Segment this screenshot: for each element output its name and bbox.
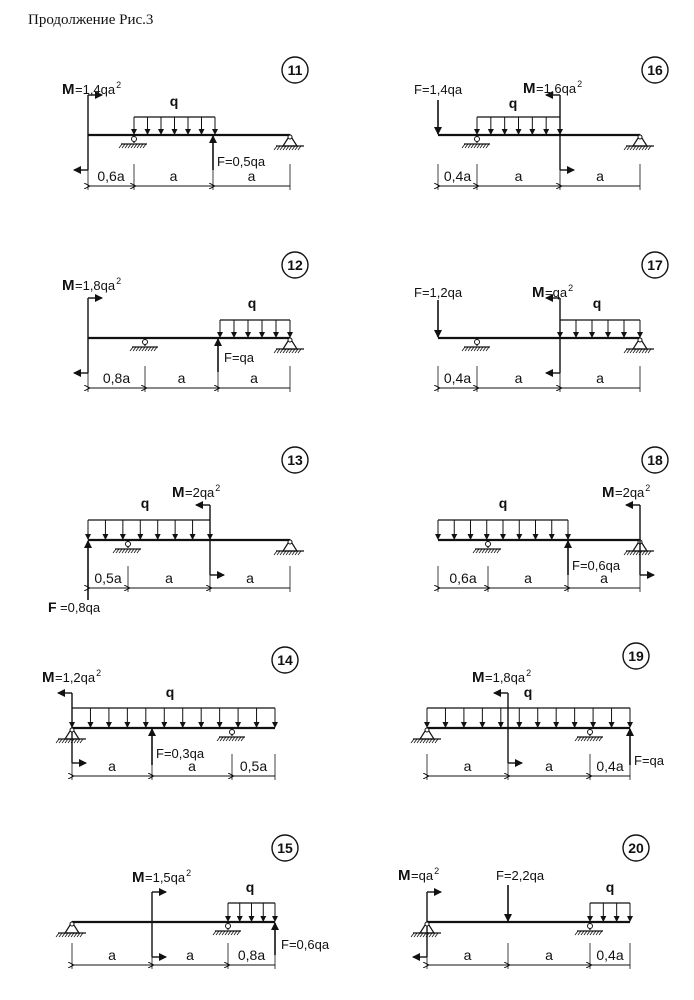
diagram-14	[42, 647, 298, 780]
moment-symbol: M	[602, 484, 615, 501]
moment-symbol: M	[172, 484, 185, 501]
force-label: F=0,6qa	[572, 558, 621, 573]
moment-value: =2qa	[185, 485, 215, 500]
diagram-19	[411, 643, 665, 780]
ground-hatch	[128, 144, 131, 148]
moment-symbol: M	[132, 869, 145, 886]
hinge	[638, 338, 642, 342]
force-symbol: F	[48, 599, 57, 615]
moment-value: =1,8qa	[75, 278, 116, 293]
diagram-number: 19	[628, 648, 644, 664]
force-label: F=1,2qa	[414, 285, 463, 300]
dimension-label: 0,4a	[596, 947, 624, 963]
ground-hatch	[134, 144, 137, 148]
dimension-label: a	[596, 370, 604, 386]
diagram-number: 16	[647, 62, 663, 78]
exponent: 2	[116, 276, 122, 286]
figure-caption: Продолжение Рис.3	[28, 12, 154, 28]
ground-hatch	[56, 739, 59, 743]
exponent: 2	[568, 283, 574, 293]
diagram-18	[438, 447, 668, 592]
diagram-11	[62, 57, 308, 190]
dimension-label: a	[463, 947, 472, 963]
dimension-label: a	[596, 168, 604, 184]
ground-hatch	[627, 146, 630, 150]
ground-hatch	[575, 931, 578, 935]
dimension-label: a	[169, 168, 178, 184]
load-label: q	[165, 684, 175, 700]
exponent: 2	[577, 79, 583, 89]
dimension-label: 0,8a	[102, 370, 131, 386]
load-label: q	[592, 295, 602, 311]
load-label: q	[498, 495, 508, 511]
exponent: 2	[116, 80, 122, 90]
moment-symbol: M	[472, 669, 485, 686]
diagram-number: 20	[628, 840, 644, 856]
ground-hatch	[473, 549, 476, 553]
dimension-label: a	[463, 758, 472, 774]
moment-symbol: M	[523, 80, 536, 97]
moment-value: =1,5qa	[145, 870, 186, 885]
diagram-17	[414, 252, 668, 392]
moment-value: =qa	[545, 285, 568, 300]
diagram-16	[414, 57, 668, 190]
diagram-15	[56, 835, 330, 969]
diagram-number: 14	[277, 652, 293, 668]
ground-hatch	[462, 144, 465, 148]
roller-hinge	[475, 340, 480, 345]
diagram-20	[398, 835, 649, 969]
moment-symbol: M	[532, 284, 545, 301]
ground-hatch	[483, 144, 486, 148]
roller-hinge	[132, 137, 137, 142]
ground-hatch	[462, 347, 465, 351]
diagram-number: 11	[287, 62, 303, 78]
ground-hatch	[274, 146, 277, 150]
dimension-label: 0,4a	[443, 168, 472, 184]
hinge	[70, 922, 74, 926]
ground-hatch	[480, 144, 483, 148]
roller-hinge	[486, 542, 491, 547]
dimension-label: a	[514, 168, 523, 184]
ground-hatch	[411, 933, 414, 937]
ground-hatch	[137, 144, 140, 148]
dimension-label: a	[600, 570, 608, 586]
ground-hatch	[411, 739, 414, 743]
ground-hatch	[486, 144, 489, 148]
ground-hatch	[465, 144, 468, 148]
load-label: q	[245, 879, 255, 895]
ground-hatch	[56, 933, 59, 937]
dimension-label: 0,8a	[237, 947, 266, 963]
ground-hatch	[122, 144, 125, 148]
force-label: F=0,3qa	[156, 746, 205, 761]
moment-value: =1,4qa	[75, 82, 116, 97]
moment-symbol: M	[398, 867, 411, 884]
moment-value: =qa	[411, 868, 434, 883]
dimension-label: 0,4a	[443, 370, 472, 386]
ground-hatch	[624, 551, 627, 555]
force-label: =0,8qa	[60, 600, 101, 615]
exponent: 2	[526, 668, 532, 678]
ground-hatch	[143, 144, 146, 148]
hinge	[288, 540, 292, 544]
dimension-label: a	[177, 370, 186, 386]
ground-hatch	[274, 551, 277, 555]
dimension-label: a	[165, 570, 173, 586]
diagram-number: 13	[287, 452, 303, 468]
moment-symbol: M	[62, 277, 75, 294]
diagram-number: 17	[647, 257, 663, 273]
exponent: 2	[96, 668, 102, 678]
ground-hatch	[477, 144, 480, 148]
dimension-label: a	[108, 758, 116, 774]
hinge	[288, 338, 292, 342]
moment-symbol: M	[42, 669, 55, 686]
ground-hatch	[277, 146, 280, 150]
moment-value: =1,2qa	[55, 670, 96, 685]
roller-hinge	[588, 730, 593, 735]
ground-hatch	[624, 349, 627, 353]
roller-hinge	[126, 542, 131, 547]
ground-hatch	[119, 144, 122, 148]
force-label: F=2,2qa	[496, 868, 545, 883]
ground-hatch	[280, 146, 283, 150]
load-label: q	[523, 684, 533, 700]
load-label: q	[247, 295, 257, 311]
ground-hatch	[474, 144, 477, 148]
force-label: F=qa	[634, 753, 664, 768]
diagram-number: 15	[277, 840, 293, 856]
moment-value: =2qa	[615, 485, 645, 500]
dimension-label: a	[247, 168, 256, 184]
hinge	[425, 728, 429, 732]
roller-hinge	[230, 730, 235, 735]
dimension-label: a	[545, 758, 553, 774]
force-label: F=0,5qa	[217, 154, 266, 169]
diagram-number: 18	[647, 452, 663, 468]
ground-hatch	[140, 144, 143, 148]
ground-hatch	[648, 146, 651, 150]
dimension-label: 0,5a	[239, 758, 268, 774]
diagram-13	[48, 447, 308, 615]
ground-hatch	[274, 349, 277, 353]
load-label: q	[169, 93, 179, 109]
dimension-label: 0,4a	[596, 758, 624, 774]
dimension-label: a	[514, 370, 523, 386]
dimension-label: a	[524, 570, 532, 586]
dimension-label: a	[108, 947, 116, 963]
dimension-label: a	[246, 570, 254, 586]
load-label: q	[605, 879, 615, 895]
dimension-label: a	[545, 947, 553, 963]
roller-hinge	[143, 340, 148, 345]
ground-hatch	[131, 144, 134, 148]
exponent: 2	[215, 483, 221, 493]
moment-value: =1,8qa	[485, 670, 526, 685]
ground-hatch	[624, 146, 627, 150]
hinge	[638, 135, 642, 139]
hinge	[288, 135, 292, 139]
hinge	[425, 922, 429, 926]
ground-hatch	[113, 549, 116, 553]
dimension-label: 0,5a	[94, 570, 122, 586]
exponent: 2	[434, 866, 440, 876]
ground-hatch	[575, 737, 578, 741]
ground-hatch	[130, 347, 133, 351]
ground-hatch	[630, 146, 633, 150]
force-label: F=qa	[224, 350, 254, 365]
dimension-label: a	[186, 947, 194, 963]
diagram-12	[62, 252, 308, 392]
exponent: 2	[186, 868, 192, 878]
diagram-number: 12	[287, 257, 303, 273]
dimension-label: 0,6a	[97, 168, 125, 184]
moment-value: =1,6qa	[536, 81, 577, 96]
ground-hatch	[213, 931, 216, 935]
dimension-label: a	[250, 370, 258, 386]
ground-hatch	[471, 144, 474, 148]
exponent: 2	[645, 483, 651, 493]
hinge	[70, 728, 74, 732]
dimension-label: a	[188, 758, 196, 774]
ground-hatch	[468, 144, 471, 148]
load-label: q	[140, 495, 150, 511]
force-label: F=1,4qa	[414, 82, 463, 97]
dimension-label: 0,6a	[449, 570, 477, 586]
ground-hatch	[125, 144, 128, 148]
load-label: q	[508, 95, 518, 111]
roller-hinge	[226, 924, 231, 929]
ground-hatch	[298, 146, 301, 150]
ground-hatch	[217, 737, 220, 741]
moment-symbol: M	[62, 81, 75, 98]
roller-hinge	[588, 924, 593, 929]
force-label: F=0,6qa	[281, 937, 330, 952]
roller-hinge	[475, 137, 480, 142]
